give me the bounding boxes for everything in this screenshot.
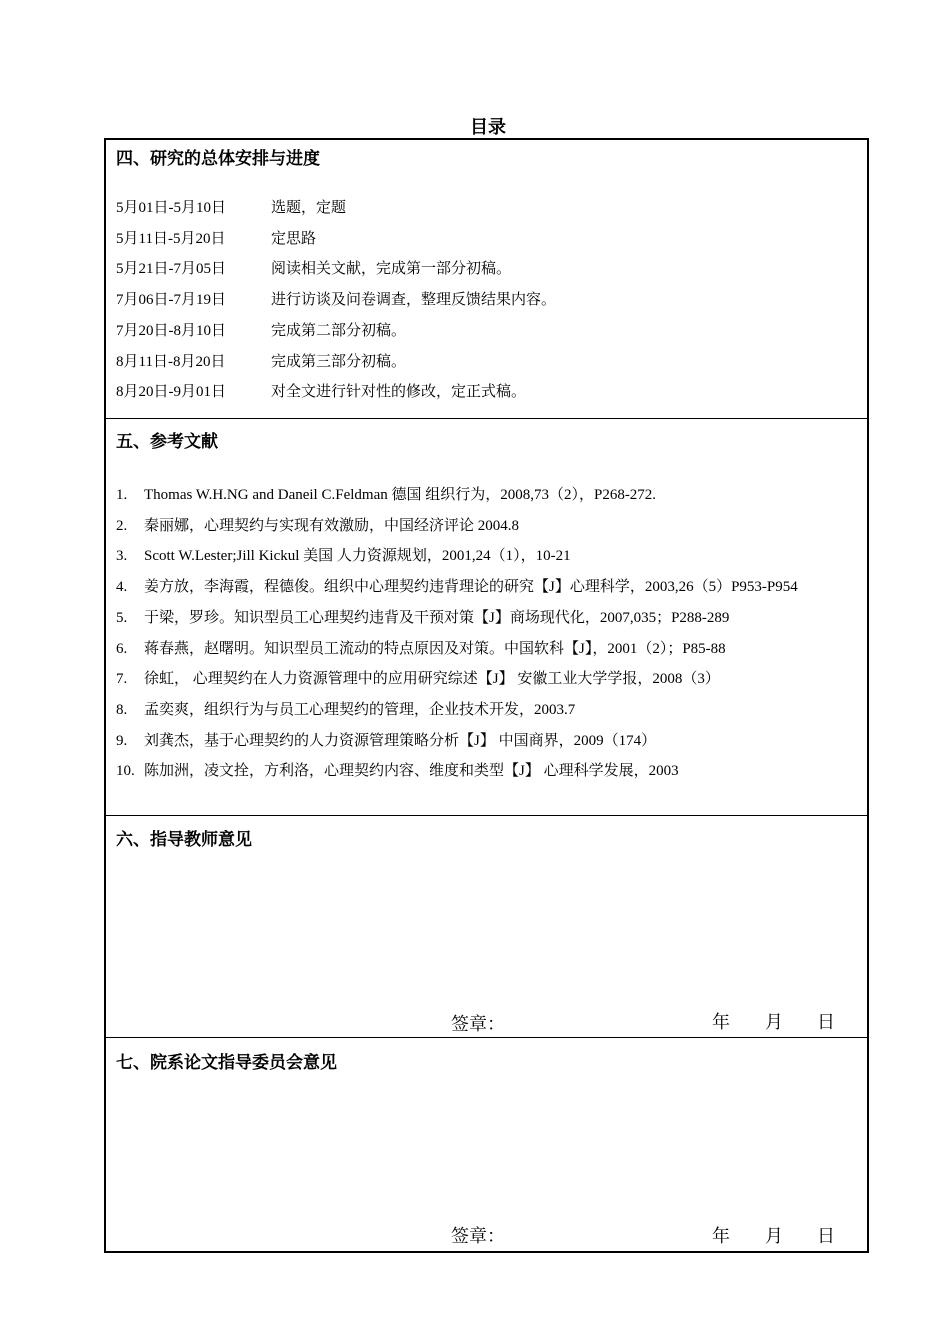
reference-text: 姜方放，李海霞，程德俊。组织中心理契约违背理论的研究【J】心理科学，2003,26（5）P953-P954 (144, 579, 798, 596)
advisor-heading: 六、指导教师意见 (116, 830, 252, 849)
reference-item (116, 729, 656, 750)
schedule-task: 选题，定题 (271, 200, 347, 216)
reference-item (116, 514, 519, 535)
advisor-sign-label: 签章： (451, 1014, 505, 1034)
reference-number: 3. (116, 548, 128, 565)
schedule-section (106, 140, 867, 418)
reference-number: 9. (116, 732, 128, 749)
schedule-task: 进行访谈及问卷调查，整理反馈结果内容。 (271, 292, 557, 309)
reference-item (116, 759, 679, 780)
committee-day-label: 日 (817, 1226, 835, 1246)
schedule-row (116, 196, 346, 217)
proposal-form (104, 138, 869, 1253)
page-title: 目录 (470, 117, 506, 137)
schedule-date: 5月01日-5月10日 (116, 200, 226, 216)
schedule-date: 5月11日-5月20日 (116, 230, 226, 247)
schedule-row (116, 319, 406, 340)
schedule-date: 8月11日-8月20日 (116, 353, 226, 370)
reference-number: 6. (116, 640, 128, 657)
references-section (106, 418, 867, 816)
advisor-month-label: 月 (765, 1012, 783, 1032)
schedule-date: 7月20日-8月10日 (116, 322, 226, 339)
references-heading: 五、参考文献 (116, 432, 218, 451)
committee-heading: 七、院系论文指导委员会意见 (116, 1053, 337, 1072)
reference-item (116, 698, 575, 719)
schedule-row (116, 288, 556, 309)
reference-item (116, 606, 729, 627)
reference-number: 2. (116, 517, 128, 534)
reference-number: 8. (116, 701, 128, 718)
reference-text: Thomas W.H.NG and Daneil C.Feldman 德国 组织行为，2008,73（2），P268-272. (144, 487, 657, 503)
reference-item (116, 575, 798, 596)
reference-number: 7. (116, 671, 128, 688)
committee-section (106, 1037, 867, 1252)
reference-text: 秦丽娜，心理契约与实现有效激励，中国经济评论 2004.8 (144, 517, 520, 534)
committee-month-label: 月 (765, 1226, 783, 1246)
schedule-date: 8月20日-9月01日 (116, 384, 226, 401)
schedule-row (116, 227, 316, 248)
reference-number: 1. (116, 487, 128, 503)
reference-item (116, 544, 571, 565)
schedule-task: 对全文进行针对性的修改，定正式稿。 (271, 384, 527, 401)
reference-text: 孟奕爽，组织行为与员工心理契约的管理，企业技术开发，2003.7 (144, 701, 576, 718)
schedule-date: 7月06日-7月19日 (116, 292, 226, 309)
reference-number: 5. (116, 609, 128, 626)
advisor-year-label: 年 (712, 1012, 730, 1032)
reference-text: 陈加洲，凌文拴，方利洛，心理契约内容、维度和类型【J】 心理科学发展，2003 (144, 763, 679, 780)
reference-item (116, 637, 726, 658)
reference-item (116, 483, 656, 504)
schedule-row (116, 350, 406, 371)
reference-text: 蒋春燕，赵曙明。知识型员工流动的特点原因及对策。中国软科【J】，2001（2）；P85-88 (144, 640, 726, 657)
reference-text: 徐虹， 心理契约在人力资源管理中的应用研究综述【J】 安徽工业大学学报，2008（3） (144, 671, 720, 688)
advisor-day-label: 日 (817, 1012, 835, 1032)
reference-number: 4. (116, 579, 128, 596)
committee-year-label: 年 (712, 1226, 730, 1246)
reference-text: 刘龚杰，基于心理契约的人力资源管理策略分析【J】 中国商界，2009（174） (144, 732, 657, 749)
reference-text: 于梁，罗珍。知识型员工心理契约违背及干预对策【J】商场现代化，2007,035；P288-289 (144, 609, 730, 626)
committee-sign-label: 签章： (451, 1226, 505, 1246)
schedule-row (116, 257, 511, 278)
reference-number: 10. (116, 763, 135, 780)
schedule-task: 完成第三部分初稿。 (271, 353, 407, 370)
schedule-heading: 四、研究的总体安排与进度 (116, 149, 320, 168)
schedule-task: 完成第二部分初稿。 (271, 322, 407, 339)
schedule-task: 阅读相关文献，完成第一部分初稿。 (271, 261, 512, 278)
schedule-task: 定思路 (271, 230, 317, 247)
schedule-row (116, 380, 526, 401)
advisor-section (106, 815, 867, 1038)
schedule-date: 5月21日-7月05日 (116, 261, 226, 278)
reference-text: Scott W.Lester;Jill Kickul 美国 人力资源规划，2001,24（1），10-21 (144, 548, 571, 565)
reference-item (116, 667, 720, 688)
